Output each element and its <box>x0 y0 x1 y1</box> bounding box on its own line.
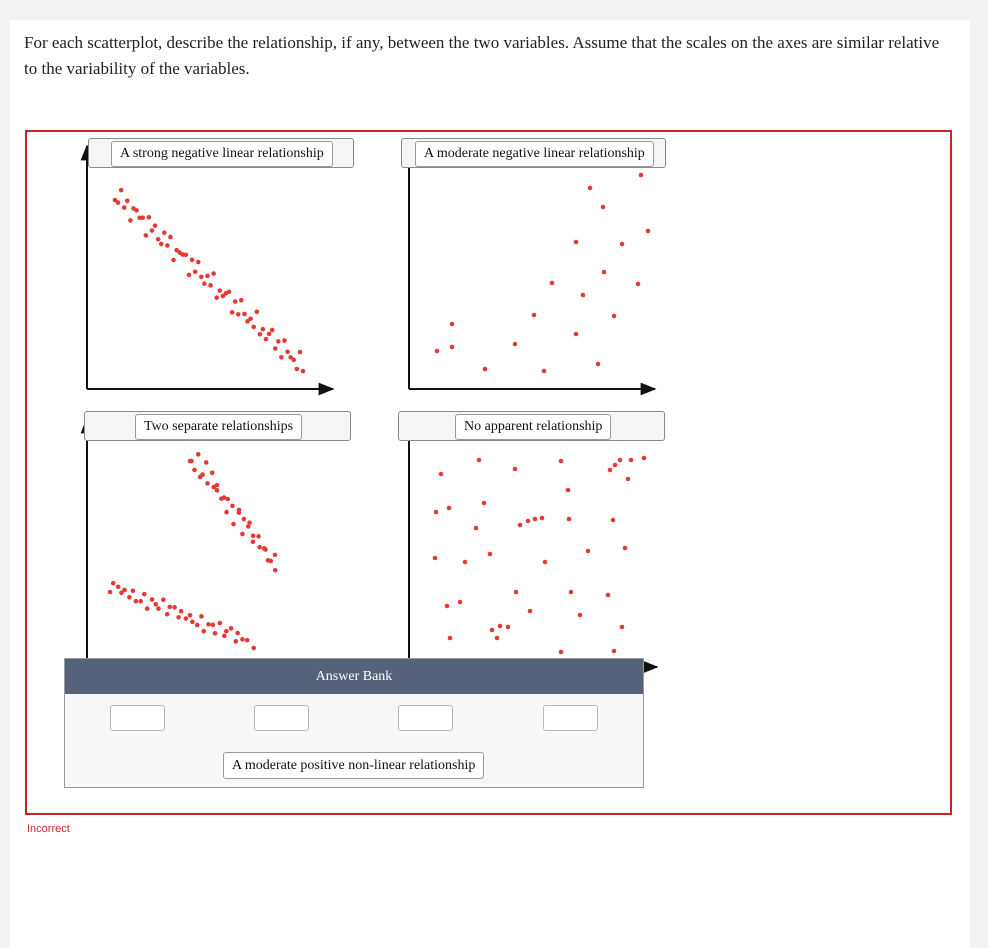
plot-1-point <box>276 339 281 344</box>
plot-2-point <box>450 322 455 327</box>
plot-3-point <box>229 626 234 631</box>
plot-4-point <box>490 628 495 633</box>
answer-bank-empty-slot[interactable] <box>543 705 598 731</box>
plot-4-point <box>447 506 452 511</box>
plot-1-point <box>190 258 195 263</box>
plot-3-point <box>205 481 210 486</box>
plot-3-point <box>150 597 155 602</box>
plot-4-point <box>518 523 523 528</box>
answer-bank-empty-slot[interactable] <box>398 705 453 731</box>
plot-3-point <box>111 581 116 586</box>
plot-4-point <box>482 501 487 506</box>
plot-4-point <box>559 650 564 655</box>
plot-1-point <box>261 327 266 332</box>
plot-4-point <box>567 517 572 522</box>
plot-3-point <box>176 615 181 620</box>
plot-4-point <box>463 560 468 565</box>
plot-3-point <box>122 588 127 593</box>
plot-2-point <box>550 281 555 286</box>
plot-3-point <box>219 496 224 501</box>
plot-2-point <box>588 186 593 191</box>
plot-2-point <box>636 282 641 287</box>
plot-3-point <box>237 508 242 513</box>
plot-3-point <box>273 568 278 573</box>
plot-1-point <box>119 188 124 193</box>
plot-3-point <box>161 597 166 602</box>
plot-1-point <box>248 316 253 321</box>
plot-3-point <box>189 459 194 464</box>
plot-1-point <box>230 310 235 315</box>
plot-3-point <box>215 483 220 488</box>
plot-2-point <box>646 229 651 234</box>
plot-3-point <box>222 634 227 639</box>
plot-4-drop-target[interactable] <box>398 411 665 441</box>
plot-1-point <box>147 215 152 220</box>
plot-3-point <box>235 631 240 636</box>
plot-4-point <box>569 590 574 595</box>
plot-2-drop-target[interactable] <box>401 138 666 168</box>
plot-4-point <box>629 458 634 463</box>
answer-bank <box>64 658 644 788</box>
status-incorrect: Incorrect <box>27 823 70 835</box>
plot-1-point <box>285 349 290 354</box>
plot-3-point <box>156 606 161 611</box>
answer-bank-title: Answer Bank <box>65 659 643 694</box>
plot-3-point <box>172 605 177 610</box>
plot-1-point <box>270 328 275 333</box>
plot-1-label[interactable]: A strong negative linear relationship <box>111 141 333 167</box>
plot-3-point <box>201 629 206 634</box>
plot-4-point <box>439 472 444 477</box>
plot-4-point <box>543 560 548 565</box>
plot-1-point <box>140 215 145 220</box>
plot-4-point <box>559 459 564 464</box>
plot-4-point <box>528 609 533 614</box>
plot-3-point <box>245 638 250 643</box>
plot-1-point <box>134 208 139 213</box>
plot-1-point <box>227 290 232 295</box>
plot-1-point <box>214 295 219 300</box>
plot-3-point <box>230 504 235 509</box>
plot-3-point <box>231 522 236 527</box>
plot-3-point <box>211 623 216 628</box>
plot-4-point <box>433 556 438 561</box>
plot-1-point <box>291 358 296 363</box>
plot-3-point <box>167 605 172 610</box>
plot-3-point <box>266 558 271 563</box>
plot-1-point <box>184 252 189 257</box>
plot-4-point <box>586 549 591 554</box>
plot-2-point <box>450 345 455 350</box>
plot-3-point <box>108 590 113 595</box>
plot-4-label[interactable]: No apparent relationship <box>455 414 611 440</box>
plot-1-point <box>251 325 256 330</box>
plot-4-point <box>606 593 611 598</box>
plot-1-point <box>202 281 207 286</box>
plot-3-point <box>116 584 121 589</box>
plot-4-point <box>540 516 545 521</box>
plot-3-point <box>246 524 251 529</box>
plot-4-point <box>623 546 628 551</box>
plot-3-point <box>224 629 229 634</box>
plot-4-point <box>513 467 518 472</box>
plot-1-point <box>242 312 247 317</box>
plot-4-point <box>506 625 511 630</box>
plot-3-point <box>257 545 262 550</box>
plot-3-point <box>251 646 256 651</box>
plot-3-point <box>251 533 256 538</box>
plot-4-point <box>514 590 519 595</box>
plot-3-point <box>196 452 201 457</box>
plot-1-point <box>295 367 300 372</box>
plot-2-label[interactable]: A moderate negative linear relationship <box>415 141 654 167</box>
answer-bank-empty-slot[interactable] <box>254 705 309 731</box>
plot-4-point <box>618 458 623 463</box>
plot-3-point <box>233 639 238 644</box>
plot-1-point <box>205 274 210 279</box>
plot-1-point <box>171 258 176 263</box>
plot-4-point <box>620 625 625 630</box>
plot-4-point <box>448 636 453 641</box>
plot-4-point <box>611 518 616 523</box>
plot-2-point <box>532 313 537 318</box>
plot-2-point <box>602 270 607 275</box>
plot-4-point <box>495 636 500 641</box>
plot-1-point <box>125 198 130 203</box>
plot-2-point <box>639 173 644 178</box>
plot-2-point <box>601 205 606 210</box>
plot-3-point <box>273 553 278 558</box>
plot-3-point <box>213 631 218 636</box>
plot-4-point <box>608 468 613 473</box>
answer-bank-item[interactable]: A moderate positive non-linear relationship <box>223 752 484 779</box>
plot-3-point <box>165 612 170 617</box>
plot-3-point <box>262 546 267 551</box>
question-text: For each scatterplot, describe the relationship, if any, between the two variables. Assume that the scales on the axes are similar relative to the variability of the variables. <box>24 33 940 78</box>
plot-3-point <box>195 623 200 628</box>
plot-1-point <box>236 312 241 317</box>
plot-2-point <box>596 362 601 367</box>
plot-1-point <box>159 242 164 247</box>
plot-4-point <box>612 649 617 654</box>
plot-3-point <box>134 599 139 604</box>
plot-3-point <box>206 622 211 627</box>
answer-bank-empty-slot[interactable] <box>110 705 165 731</box>
plot-3-point <box>251 540 256 545</box>
plot-1-point <box>264 337 269 342</box>
plot-2-point <box>612 314 617 319</box>
plot-1-point <box>208 283 213 288</box>
plot-1-point <box>254 309 259 314</box>
plot-4-point <box>626 477 631 482</box>
plot-3-point <box>138 599 143 604</box>
plot-1-point <box>187 273 192 278</box>
plot-3-point <box>198 475 203 480</box>
plot-4-point <box>477 458 482 463</box>
plot-3-point <box>218 621 223 626</box>
plot-1-point <box>193 269 198 274</box>
plot-3-point <box>192 468 197 473</box>
plot-3-point <box>199 614 204 619</box>
plot-1-point <box>128 218 133 223</box>
plot-1-point <box>168 235 173 240</box>
plot-4-point <box>474 526 479 531</box>
plot-3-point <box>153 602 158 607</box>
plot-4-point <box>488 552 493 557</box>
plot-3-point <box>142 592 147 597</box>
plot-1-point <box>165 243 170 248</box>
plot-3-point <box>256 534 261 539</box>
plot-1-point <box>211 271 216 276</box>
plot-1-point <box>233 299 238 304</box>
plot-1-point <box>196 260 201 265</box>
plot-4-point <box>642 456 647 461</box>
plot-1-point <box>273 346 278 351</box>
plot-3-drop-target[interactable] <box>84 411 351 441</box>
plot-1-point <box>144 233 149 238</box>
plot-1-drop-target[interactable] <box>88 138 354 168</box>
plot-3-label[interactable]: Two separate relationships <box>135 414 302 440</box>
plot-3-point <box>224 510 229 515</box>
plot-1-point <box>150 228 155 233</box>
plot-3-point <box>179 609 184 614</box>
plot-2-point <box>581 293 586 298</box>
plot-1-point <box>301 369 306 374</box>
plot-2-point <box>542 369 547 374</box>
plot-3-point <box>240 532 245 537</box>
plot-2-point <box>620 242 625 247</box>
plot-2-point <box>513 342 518 347</box>
plot-1-point <box>258 332 263 337</box>
plot-1-point <box>298 350 303 355</box>
plot-1-point <box>153 223 158 228</box>
plot-4-point <box>613 463 618 468</box>
plot-1-point <box>162 230 167 235</box>
plot-4-point <box>533 517 538 522</box>
plot-3-point <box>242 517 247 522</box>
plot-2-point <box>574 240 579 245</box>
plot-3-point <box>204 460 209 465</box>
plot-4-point <box>445 604 450 609</box>
plot-3-point <box>127 595 132 600</box>
plot-4-point <box>498 624 503 629</box>
plot-1-point <box>279 355 284 360</box>
plot-1-point <box>156 237 161 242</box>
plot-1-point <box>239 298 244 303</box>
plot-4-point <box>434 510 439 515</box>
plot-2-point <box>574 332 579 337</box>
plot-1-point <box>267 332 272 337</box>
plot-4-point <box>578 613 583 618</box>
plot-2-point <box>483 367 488 372</box>
plot-2-point <box>435 349 440 354</box>
plot-3-point <box>184 616 189 621</box>
plot-1-point <box>217 288 222 293</box>
plot-1-point <box>122 205 127 210</box>
plot-1-point <box>282 338 287 343</box>
plot-3-point <box>240 637 245 642</box>
plot-4-point <box>458 600 463 605</box>
plot-3-point <box>145 606 150 611</box>
plot-3-point <box>131 588 136 593</box>
plot-4-point <box>526 519 531 524</box>
plot-3-point <box>190 620 195 625</box>
plot-3-point <box>188 613 193 618</box>
plot-3-point <box>215 488 220 493</box>
plot-1-point <box>199 275 204 280</box>
plot-3-point <box>225 497 230 502</box>
plot-4-point <box>566 488 571 493</box>
plot-3-point <box>210 470 215 475</box>
plot-1-point <box>116 200 121 205</box>
